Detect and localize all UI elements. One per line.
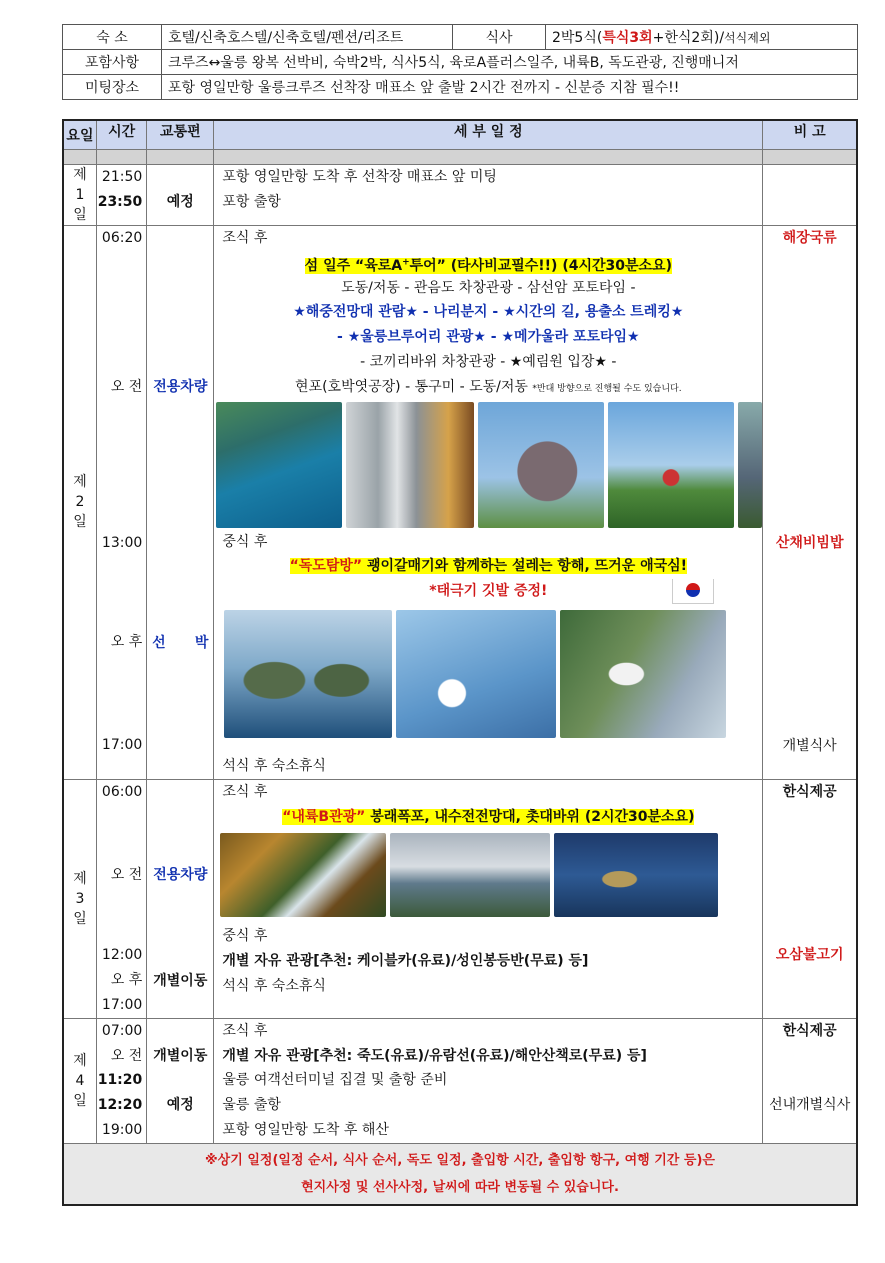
- included-value: 크루즈↔울릉 왕복 선박비, 숙박2박, 식사5식, 육로A플러스일주, 내륙B, 독도관광, 진행매니저: [162, 50, 858, 75]
- statue-photo: [478, 402, 604, 528]
- info-row-included: [63, 50, 858, 75]
- day2-label: [63, 226, 96, 780]
- day4-detail-4: 울릉 출항: [222, 1097, 281, 1114]
- coast-aerial-photo: [216, 402, 342, 528]
- day3-time-morning: 06:00: [101, 783, 143, 800]
- day2-transport-pm: 선 박: [152, 634, 209, 651]
- day3-details: [214, 779, 763, 1018]
- day2-remark-lunch: 산채비빔밥: [775, 534, 844, 551]
- day1-label-text: 제1일: [73, 167, 87, 223]
- day4-row: [63, 1018, 857, 1143]
- day3-remark-breakfast: 한식제공: [782, 783, 837, 800]
- day2-time-evening: 17:00: [101, 737, 143, 754]
- day3-remark-lunch: 오삼불고기: [775, 946, 844, 963]
- day2-time-lunch: 13:00: [101, 534, 143, 551]
- header-detail: 세 부 일 정: [214, 120, 763, 150]
- day3-label-text: 제3일: [73, 870, 87, 927]
- meal-value: [546, 25, 858, 50]
- day4-time-3: 11:20: [97, 1072, 143, 1089]
- meal-value-post: +한식2회)/: [652, 30, 725, 46]
- day1-details: [214, 165, 763, 226]
- schedule-table: [62, 119, 858, 1206]
- day2-remarks: [763, 226, 857, 780]
- day2-route-4: - 코끼리바위 차창관광 - ★예림원 입장★ -: [360, 353, 617, 370]
- day4-time-2: 오 전: [110, 1047, 143, 1064]
- day4-remark-1: 한식제공: [782, 1022, 837, 1039]
- day3-period-pm: 오 후: [110, 972, 143, 989]
- day2-route-5: [214, 375, 762, 400]
- day3-remarks: [763, 779, 857, 1018]
- day2-transport-am: 전용차량: [153, 379, 208, 395]
- observatory-view-photo: [390, 833, 550, 917]
- day3-row: [63, 779, 857, 1018]
- header-time: 시간: [96, 120, 146, 150]
- day4-remarks: [763, 1018, 857, 1143]
- day4-time-4: 12:20: [97, 1097, 143, 1114]
- day2-route-3: - ★울릉브루어리 관광★ - ★메가울라 포토타임★: [337, 329, 640, 346]
- day2-transport: [147, 226, 214, 780]
- footer-line-1: ※상기 일정(일정 순서, 식사 순서, 독도 일정, 출입항 시간, 출입항 항구, 여행 기간 등)은: [205, 1152, 715, 1168]
- day2-flag-line-text: *태극기 깃발 증정!: [429, 583, 548, 600]
- day2-times: [96, 226, 146, 780]
- day2-detail-breakfast: 조식 후: [222, 230, 268, 246]
- meal-value-pre: 2박5식(: [552, 30, 603, 46]
- waterfall-photo: [220, 833, 386, 917]
- day2-period-am: 오 전: [110, 378, 143, 395]
- day2-details: [214, 226, 763, 780]
- day2-row: [63, 226, 857, 780]
- day3-transport-am: 전용차량: [153, 866, 208, 883]
- meal-special: 특식3회: [602, 30, 653, 46]
- day2-period-pm: 오 후: [110, 634, 143, 651]
- day3-transport: [147, 779, 214, 1018]
- dokdo-islands-photo: [224, 610, 392, 738]
- day2-detail-dinner: 석식 후 숙소휴식: [222, 757, 326, 774]
- day4-detail-1: 조식 후: [222, 1022, 268, 1039]
- meeting-label: 미팅장소: [63, 75, 162, 100]
- brewery-photo: [346, 402, 474, 528]
- day3-period-am: 오 전: [110, 866, 143, 883]
- day2-dokdo-title-a: “독도탐방”: [289, 558, 363, 575]
- seagull-photo: [560, 610, 726, 738]
- day3-tour-title-a: “내륙B관광”: [282, 808, 366, 825]
- lodging-value: 호텔/신축호스텔/신축호텔/펜션/리조트: [162, 25, 453, 50]
- day1-detail-1: 포항 영일만항 도착 후 선착장 매표소 앞 미팅: [222, 169, 497, 185]
- day3-time-lunch: 12:00: [101, 947, 143, 964]
- footer-row: [63, 1143, 857, 1205]
- day2-tour-title-sup: +: [402, 257, 410, 268]
- day4-details: [214, 1018, 763, 1143]
- day3-tour-title: [214, 805, 762, 830]
- taegukgi-flag-photo: [396, 610, 556, 738]
- day2-label-text: 제2일: [73, 474, 87, 531]
- day2-route-note: *반대 방향으로 진행될 수도 있습니다.: [532, 383, 682, 394]
- day3-detail-breakfast: 조식 후: [222, 783, 268, 800]
- cliff-photo: [738, 402, 762, 528]
- day1-time-1: 21:50: [101, 169, 143, 185]
- meal-value-tail: 석식제외: [724, 31, 771, 45]
- day2-time-morning: 06:20: [101, 230, 143, 246]
- day2-pm-photos: [214, 608, 762, 740]
- day3-detail-lunch: 중식 후: [222, 928, 268, 945]
- info-table: [62, 24, 858, 100]
- day4-transport: [147, 1018, 214, 1143]
- day2-remark-breakfast: 해장국류: [782, 230, 837, 246]
- day4-transport-4: 예정: [166, 1097, 194, 1114]
- info-row-meeting: [63, 75, 858, 100]
- day2-route-2: ★해중전망대 관람★ - 나리분지 - ★시간의 길, 용출소 트레킹★: [293, 304, 684, 321]
- day3-detail-free: 개별 자유 관광[추천: 케이블카(유료)/성인봉등반(무료) 등]: [222, 953, 589, 970]
- info-row-lodging: [63, 25, 858, 50]
- day4-detail-2: 개별 자유 관광[추천: 죽도(유료)/유람선(유료)/해안산책로(무료) 등]: [222, 1047, 647, 1064]
- day1-label: [63, 165, 96, 226]
- day2-route-5-text: 현포(호박엿공장) - 통구미 - 도동/저동: [295, 378, 528, 395]
- candle-rock-photo: [554, 833, 718, 917]
- header-day: 요일: [63, 120, 96, 150]
- header-remark: 비 고: [763, 120, 857, 150]
- day2-tour-title-b: 투어”: [409, 258, 446, 275]
- day1-transport: [147, 165, 214, 226]
- day3-transport-pm: 개별이동: [153, 972, 208, 989]
- taegukgi-icon: [672, 579, 714, 604]
- day1-remark: [763, 165, 857, 226]
- day2-remark-dinner: 개별식사: [782, 737, 837, 754]
- day1-detail-2: 포항 출항: [222, 193, 281, 210]
- day3-label: [63, 779, 96, 1018]
- included-label: 포함사항: [63, 50, 162, 75]
- meeting-value: 포항 영일만항 울릉크루즈 선착장 매표소 앞 출발 2시간 전까지 - 신분증 지참 필수!!: [162, 75, 858, 100]
- day2-detail-lunch: 중식 후: [222, 533, 268, 550]
- day2-route-1: 도동/저동 - 관음도 차창관광 - 삼선암 포토타임 -: [341, 279, 636, 296]
- day1-times: [96, 165, 146, 226]
- day3-time-evening: 17:00: [101, 996, 143, 1013]
- day4-times: [96, 1018, 146, 1143]
- footer-line-2: 현지사정 및 선사사정, 날씨에 따라 변동될 수 있습니다.: [301, 1179, 619, 1195]
- day1-time-2: 23:50: [97, 193, 143, 210]
- lodging-label: 숙 소: [63, 25, 162, 50]
- day2-dokdo-title-b: 괭이갈매기와 함께하는 설레는 항해, 뜨거운 애국심!: [362, 558, 688, 575]
- day4-detail-5: 포항 영일만항 도착 후 해산: [222, 1121, 389, 1138]
- day1-transport-2: 예정: [166, 193, 194, 210]
- day2-tour-title-c: (타사비교필수!!) (4시간30분소요): [445, 258, 672, 275]
- day3-times: [96, 779, 146, 1018]
- day4-label-text: 제4일: [73, 1052, 87, 1109]
- day2-flag-line: [214, 579, 762, 604]
- day2-tour-title: [214, 251, 762, 276]
- gray-band: [63, 150, 857, 165]
- day2-am-photos: [214, 400, 762, 530]
- day4-transport-2: 개별이동: [153, 1047, 208, 1064]
- day3-detail-dinner: 석식 후 숙소휴식: [222, 977, 326, 994]
- day2-dokdo-title: [214, 554, 762, 579]
- meal-label: 식사: [453, 25, 546, 50]
- photo-frame-photo: [608, 402, 734, 528]
- day4-label: [63, 1018, 96, 1143]
- day1-row: [63, 165, 857, 226]
- day2-tour-title-a: 섬 일주 “육로A: [304, 258, 403, 275]
- day3-tour-title-b: 봉래폭포, 내수전전망대, 촛대바위 (2시간30분소요): [365, 808, 695, 825]
- day4-detail-3: 울릉 여객선터미널 집결 및 출항 준비: [222, 1072, 448, 1089]
- day4-time-5: 19:00: [101, 1121, 143, 1138]
- day3-photos: [214, 831, 762, 919]
- footer-notice: [63, 1143, 857, 1205]
- day4-remark-4: 선내개별식사: [769, 1097, 851, 1114]
- header-transport: 교통편: [147, 120, 214, 150]
- schedule-header: [63, 120, 857, 150]
- day4-time-1: 07:00: [101, 1022, 143, 1039]
